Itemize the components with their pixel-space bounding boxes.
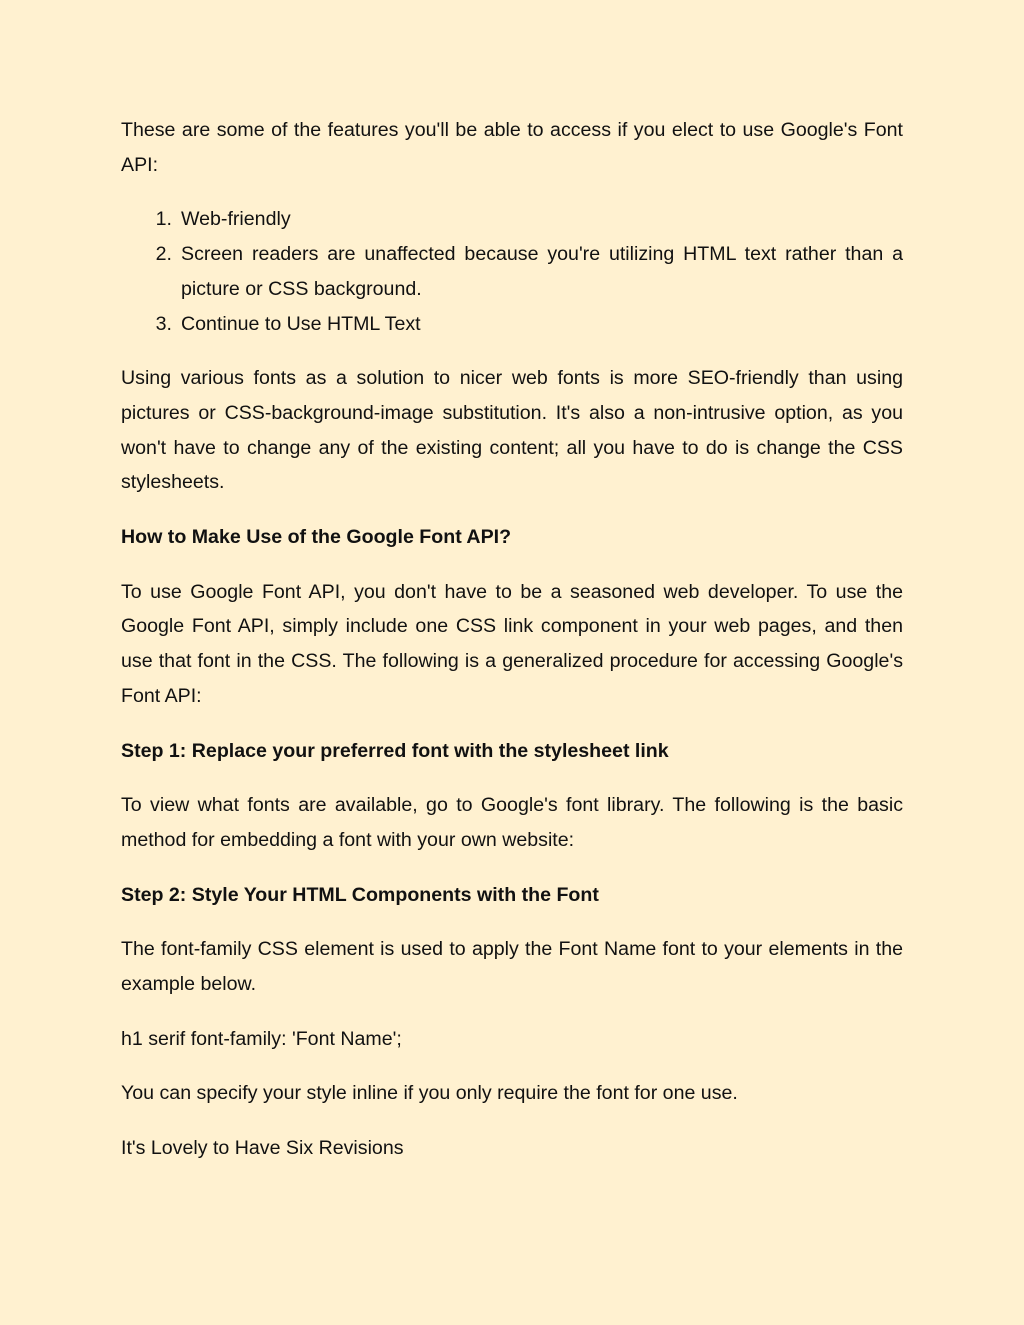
closing-line: It's Lovely to Have Six Revisions <box>121 1137 404 1160</box>
step1-heading: Step 1: Replace your preferred font with the stylesheet link <box>121 739 669 762</box>
code-line: h1 serif font-family: 'Font Name'; <box>121 1027 402 1050</box>
step2-paragraph: The font-family CSS element is used to apply the Font Name font to your elements in the example below. <box>121 938 903 996</box>
step2-heading: Step 2: Style Your HTML Components with the Font <box>121 883 599 906</box>
list-item-number: 3. <box>155 312 172 335</box>
step1-paragraph: To view what fonts are available, go to Google's font library. The following is the basic method for embedding a font with your own website: <box>121 794 903 851</box>
list-item <box>121 307 903 342</box>
list-item-text: Web-friendly <box>181 208 291 231</box>
list-item <box>121 202 903 237</box>
list-item <box>121 237 903 306</box>
inline-paragraph: You can specify your style inline if you only require the font for one use. <box>121 1082 738 1105</box>
how-to-heading: How to Make Use of the Google Font API? <box>121 526 512 549</box>
list-item-number: 1. <box>155 208 172 231</box>
list-item-number: 2. <box>155 243 172 266</box>
list-item-text: Screen readers are unaffected because you're utilizing HTML text rather than a picture or CSS background. <box>181 243 903 300</box>
how-to-paragraph: To use Google Font API, you don't have to be a seasoned web developer. To use the Google Font API, simply include one CSS link component in your web pages, and then use that font in the CSS. The following is a generalized procedure for accessing Google's Font API: <box>121 580 903 707</box>
intro-paragraph: These are some of the features you'll be able to access if you elect to use Google's Font API: <box>121 119 903 176</box>
feature-list <box>121 202 903 341</box>
list-item-text: Continue to Use HTML Text <box>181 312 421 335</box>
document-page <box>121 113 903 1186</box>
seo-paragraph: Using various fonts as a solution to nicer web fonts is more SEO-friendly than using pictures or CSS-background-image substitution. It's also a non-intrusive option, as you won't have to change any of the existing content; all you have to do is change the CSS stylesheets. <box>121 367 903 494</box>
